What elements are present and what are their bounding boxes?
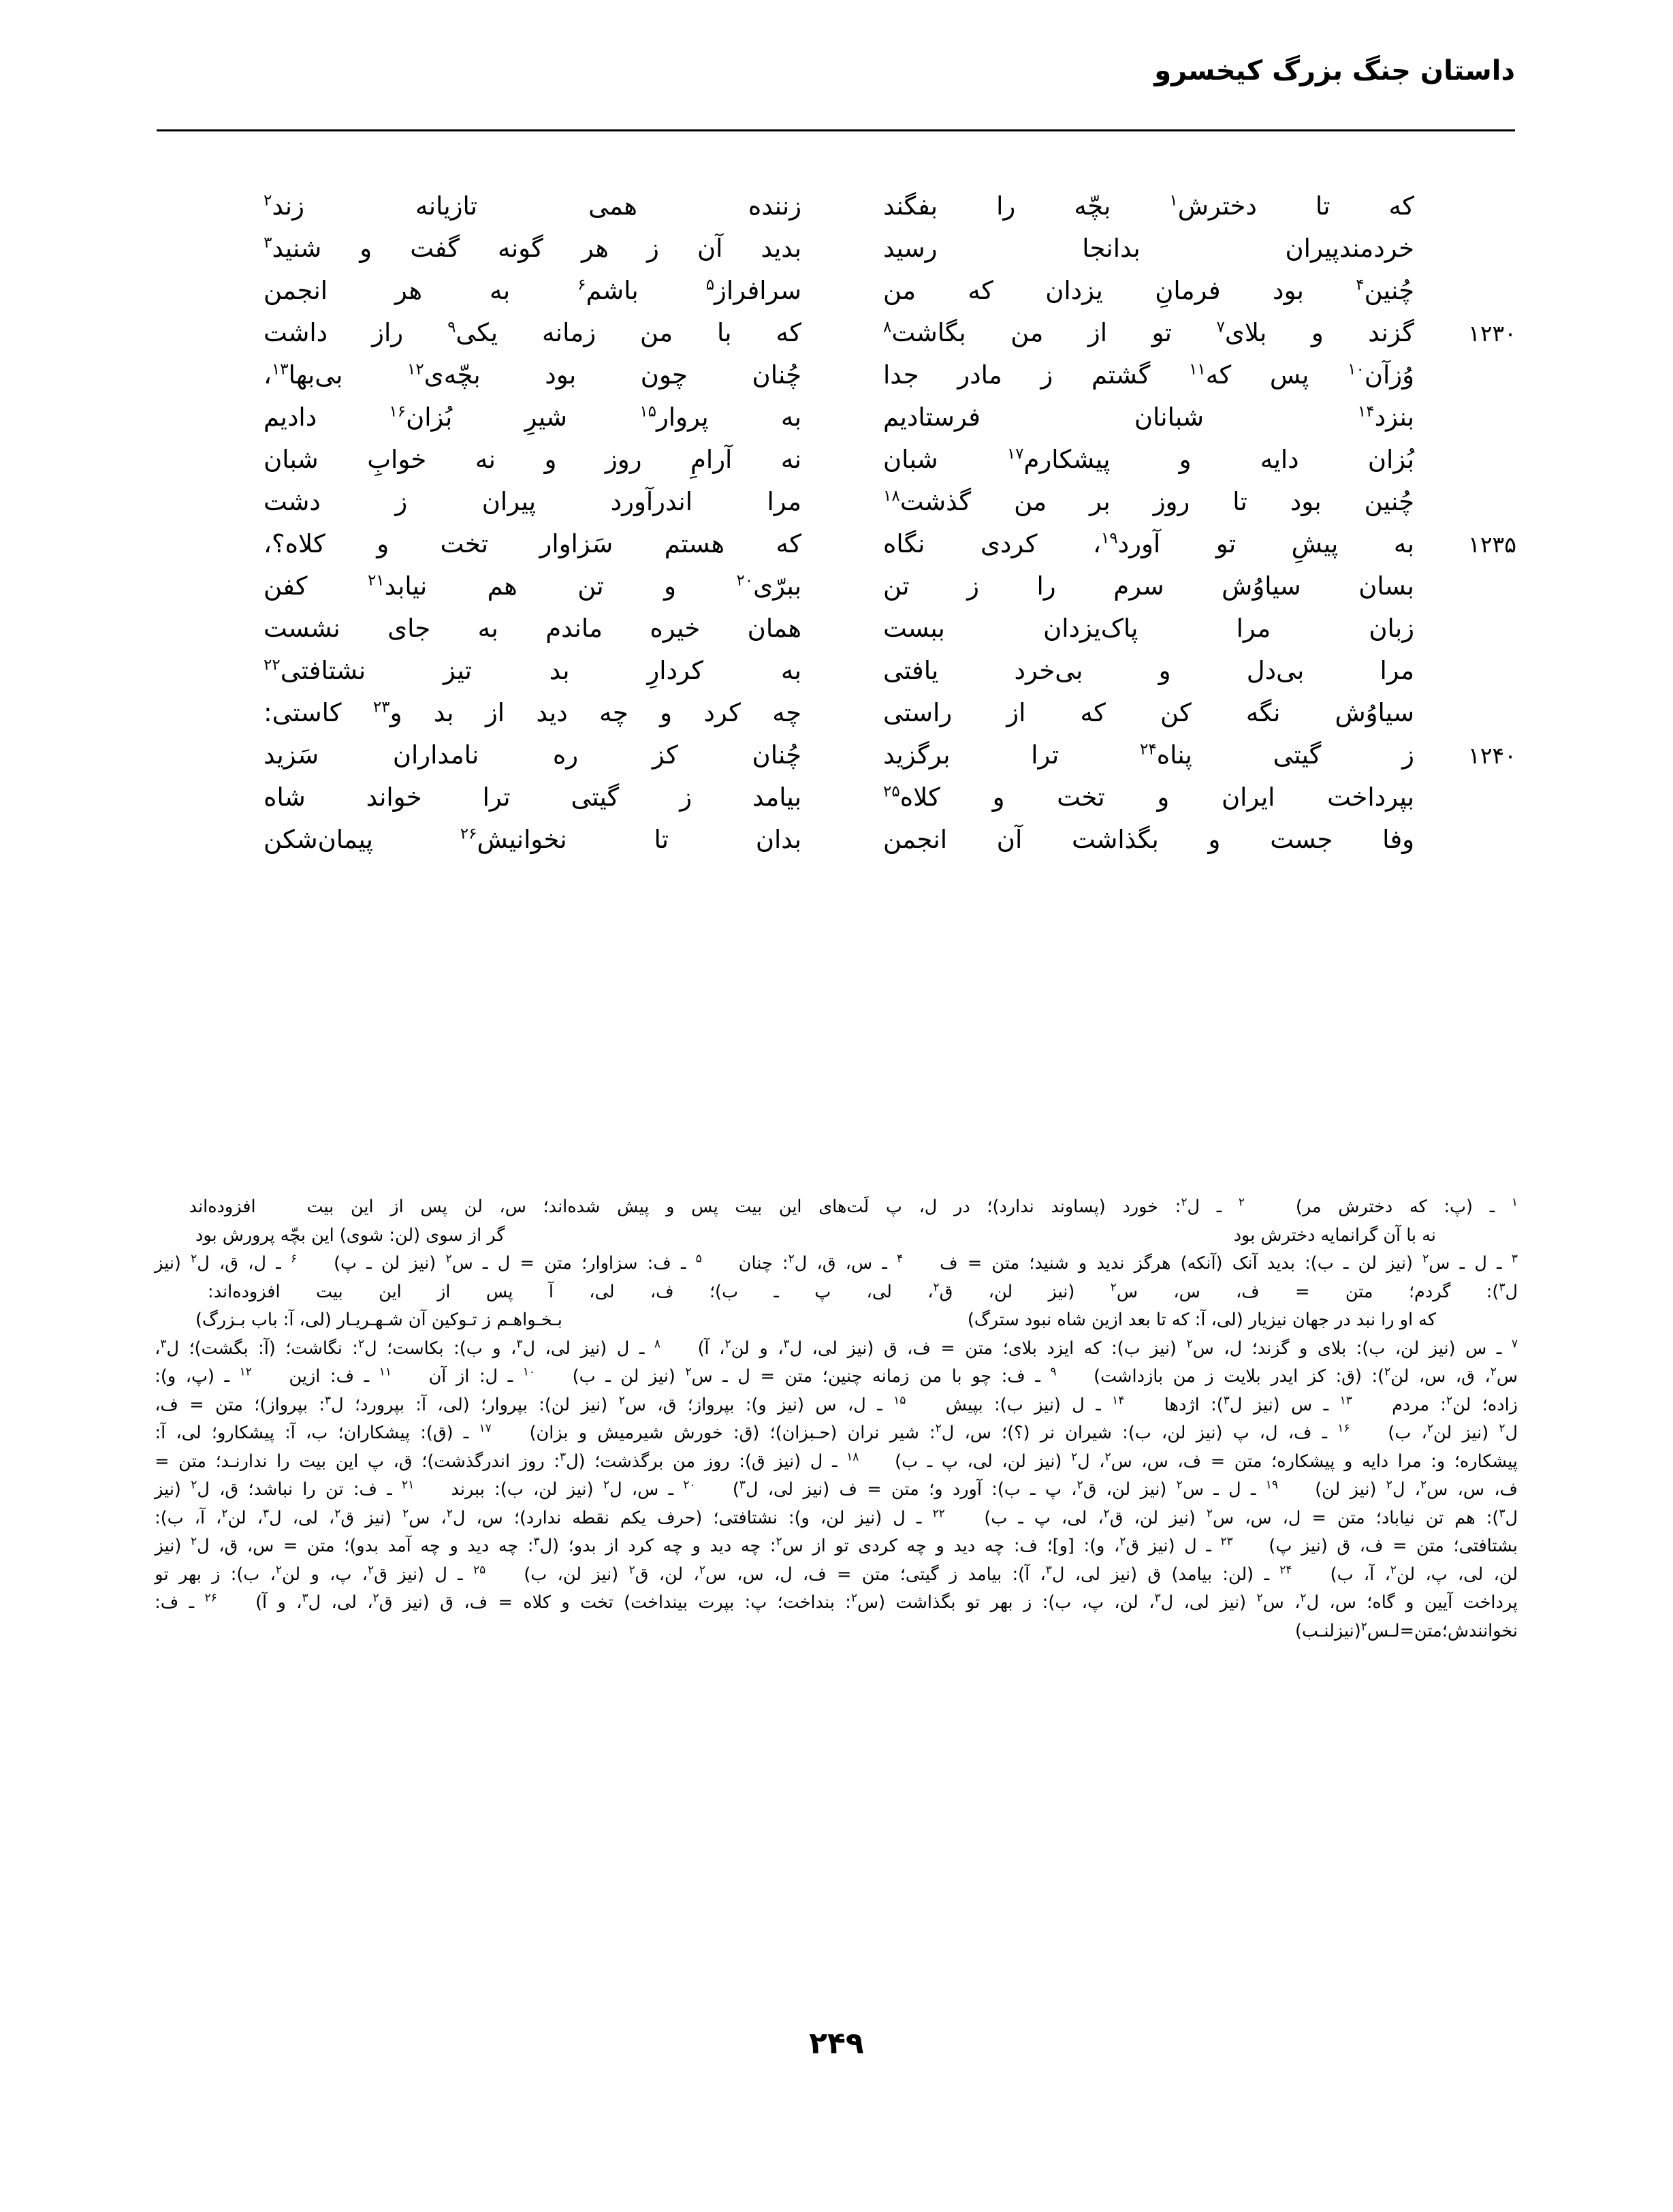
apparatus-line: ل$^۳$): هم تن نیاباد؛ متن = ل، س، س$^۲$ (نیز لن، ق$^۲$، لی، پ ـ ب) $^{۲۲}$ ـ ل (نیز لن، و): نشتافتی؛ (حرف یکم نقطه ندارد)؛ س، ل$^۲$، س$^۲$ (نیز ق$^۲$، لی، ل$^۳$، لن$^۲$، آ، ب): <box>155 1506 1518 1528</box>
couplet <box>157 565 1515 607</box>
hemistich-right: بنزد$^{۱۴}$ شبانان فرستادیم <box>883 402 1414 432</box>
apparatus-line: پرداخت آیین و گاه؛ س، ل$^۲$، س$^۲$ (نیز لی، ل$^۳$، لن، پ، ب): ز بهر تو بگذاشت (س$^۲$: بنداخت؛ پ: بپرت بینداخت) تخت و کلاه = ف، ق (نیز ق$^۲$، لی، ل$^۳$، و آ) $^{۲۶}$ ـ ف: <box>155 1591 1518 1613</box>
apparatus-line: پیشکاره؛ و: مرا دایه و پیشکاره؛ متن = ف، س، س$^۲$، ل$^۲$ (نیز لن، لی، پ ـ ب) $^{۱۸}$ ـ ل (نیز ق): روز من برگذشت؛ (ل$^۳$: روز اندرگذشت)؛ ق، پ این بیت را ندارنـد؛ متن = <box>155 1450 1518 1472</box>
hemistich-left: مرا اندرآورد پیران ز دشت <box>264 487 801 516</box>
hemistich-left: نه آرامِ روز و نه خوابِ شبان <box>264 445 801 474</box>
apparatus-line: ل$^۳$): گردم؛ متن = ف، س، س$^۲$ (نیز لن، ق$^۲$، لی، پ ـ ب)؛ ف، لی، آ پس از این بیت افزوده‌اند: <box>208 1280 1518 1302</box>
couplet <box>157 650 1515 692</box>
hemistich-right: به پیشِ تو آورد$^{۱۹}$، کردی نگاه <box>883 529 1414 558</box>
apparatus-line: $^۳$ ـ ل ـ س$^۲$ (نیز لن ـ ب): بدید آنک (آنکه) هرگز ندید و شنید؛ متن = ف $^۴$ ـ س، ق، ل$^۲$: چنان $^۵$ ـ ف: سزاوار؛ متن = ل ـ س$^۲$ (نیز لن ـ پ) $^۶$ ـ ل، ق، ل$^۲$ (نیز <box>155 1252 1518 1274</box>
hemistich-right: سیاوُش نگه کن که از راستی <box>883 698 1414 727</box>
hemistich-right: خردمندپیران بدانجا رسید <box>883 234 1414 263</box>
hemistich-right: ز گیتی پناه$^{۲۴}$ ترا برگزید <box>883 740 1414 770</box>
hemistich-left: بدید آن ز هر گونه گفت و شنید$^۳$ <box>264 234 801 263</box>
apparatus-line: $^۱$ ـ (پ: که دخترش مر) $^۲$ ـ ل$^۲$: خورد (پساوند ندارد)؛ در ل، پ لَت‌های این بیت پس و پیش شده‌اند؛ س، لن پس از این بیت افزوده‌اند <box>189 1195 1518 1217</box>
hemistich-right: چُنین بود تا روز بر من گذشت$^{۱۸}$ <box>883 487 1414 516</box>
bayt-number: ۱۲۳۵ <box>1468 531 1516 558</box>
apparatus-line: ف، س، س$^۲$، ل$^۲$ (نیز لن) $^{۱۹}$ ـ ل ـ س$^۲$ (نیز لن، ق$^۲$، پ ـ ب): آورد و؛ متن = ف (نیز لی، ل$^۳$) $^{۲۰}$ ـ س، ل$^۲$ (نیز لن، ب): ببرند $^{۲۱}$ ـ ف: تن را نباشد؛ ق، ل$^۲$ (نیز <box>155 1478 1518 1500</box>
couplet <box>157 481 1515 523</box>
couplet <box>157 819 1515 861</box>
hemistich-right: بسان سیاوُش سرم را ز تن <box>883 571 1414 601</box>
hemistich-right: که تا دخترش$^۱$ بچّه را بفگند <box>883 191 1414 221</box>
hemistich-right: وفا جست و بگذاشت آن انجمن <box>883 825 1414 854</box>
hemistich-right: بُزان دایه و پیشکارم$^{۱۷}$ شبان <box>883 445 1414 474</box>
apparatus-line: زاده؛ لن$^۲$: مردم $^{۱۳}$ ـ س (نیز ل$^۳$): اژدها $^{۱۴}$ ـ ل (نیز ب): بپیش $^{۱۵}$ ـ ل، س (نیز و): بپرواز؛ ق، س$^۲$ (نیز لن): بپروار؛ (لی، آ: بپرورد؛ ل$^۳$: بپرواز)؛ متن = ف، <box>155 1393 1518 1415</box>
apparatus-line: بشتافتی؛ متن = ف، ق (نیز پ) $^{۲۳}$ ـ ل (نیز ق$^۲$، و): [و]؛ ف: چه دید و چه کردی تو از س$^۲$: چه دید و چه کرد از بدو؛ (ل$^۳$: چه دید و چه آمد بدو)؛ متن = س، ق، ل$^۲$ (نیز <box>155 1534 1518 1556</box>
hemistich-left: ببرّی$^{۲۰}$ و تن هم نیابد$^{۲۱}$ کفن <box>264 571 801 601</box>
couplet <box>157 227 1515 270</box>
hemistich-right: وُزآن$^{۱۰}$ پس که$^{۱۱}$ گشتم ز مادر جدا <box>883 360 1414 390</box>
verse-block <box>157 185 1515 861</box>
hemistich-right: چُنین$^۴$ بود فرمانِ یزدان که من <box>883 276 1414 305</box>
hemistich-left: به پروار$^{۱۵}$ شیرِ بُزان$^{۱۶}$ دادیم <box>264 402 801 432</box>
hemistich-left: که با من زمانه یکی$^۹$ راز داشت <box>264 318 801 347</box>
apparatus-verse-quote: که او را نبد در جهان نیزیار (لی، آ: که تا بعد ازین شاه نبود سترگ) بـخـواهـم ز تـوکین آن شـهـریـار (لی، آ: باب بـزرگ) <box>195 1310 1436 1330</box>
hemistich-left: چُنان چون بود بچّه‌ی$^{۱۲}$ بی‌بها$^{۱۳}$، <box>264 360 801 390</box>
hemistich-right: مرا بی‌دل و بی‌خرد یافتی <box>883 656 1414 685</box>
couplet <box>157 523 1515 565</box>
header-rule <box>157 129 1515 131</box>
apparatus-line: ل$^۲$ (نیز لن$^۲$، ب) $^{۱۶}$ ـ ف، ل، پ (نیز لن، ب): شیران نر (؟)؛ س، ل$^۲$: شیر نران (حـبزان)؛ (ق: خورش شیرمیش و بزان) $^{۱۷}$ ـ (ق): پیشکاران؛ ب، آ: پیشکارو؛ لی، آ: <box>155 1421 1518 1443</box>
couplet <box>157 396 1515 439</box>
critical-apparatus <box>155 1193 1518 1645</box>
couplet <box>157 185 1515 227</box>
folio-number: ۲۴۹ <box>809 2026 864 2061</box>
hemistich-left: چُنان کز ره نامداران سَزید <box>264 740 801 770</box>
couplet <box>157 607 1515 650</box>
couplet <box>157 692 1515 734</box>
hemistich-left: بیامد ز گیتی ترا خواند شاه <box>264 783 801 812</box>
apparatus-line: لن، لی، پ، لن$^۲$، آ، ب) $^{۲۴}$ ـ (لن: بیامد) ق (نیز لی، ل$^۳$، آ): بیامد ز گیتی؛ متن = ف، ل، س، س$^۲$، لن، ق$^۲$ (نیز لن، ب) $^{۲۵}$ ـ ل (نیز ق$^۲$، پ، و لن$^۲$، ب): ز بهر تو <box>155 1563 1518 1585</box>
hemistich-left: زننده همی تازیانه زند$^۲$ <box>264 191 801 221</box>
couplet <box>157 776 1515 819</box>
hemistich-left: که هستم سَزاوار تخت و کلاه؟، <box>264 529 801 558</box>
couplet <box>157 439 1515 481</box>
couplet <box>157 734 1515 776</box>
hemistich-left: چه کرد و چه دید از بد و$^{۲۳}$ کاستی: <box>264 698 801 727</box>
hemistich-left: بدان تا نخوانیش$^{۲۶}$ پیمان‌شکن <box>264 825 801 854</box>
bayt-number: ۱۲۴۰ <box>1468 742 1516 769</box>
hemistich-left: به کردارِ بد تیز نشتافتی$^{۲۲}$ <box>264 656 801 685</box>
apparatus-line: نخوانندش؛متن=لـس$^۲$(نیزلنـب) <box>1294 1620 1518 1641</box>
bayt-number: ۱۲۳۰ <box>1468 320 1516 347</box>
couplet <box>157 312 1515 354</box>
hemistich-right: زبان مرا پاک‌یزدان ببست <box>883 614 1414 643</box>
hemistich-right: بپرداخت ایران و تخت و کلاه$^{۲۵}$ <box>883 783 1414 812</box>
couplet <box>157 354 1515 396</box>
apparatus-line: $^۷$ ـ س (نیز لن، ب): بلای و گزند؛ ل، س$^۲$ (نیز ب): که ایزد بلای؛ متن = ف، ق (نیز لی، ل$^۳$، و لن$^۲$، آ) $^۸$ ـ ل (نیز لی، ل$^۳$، و ب): بکاست؛ ل$^۲$: نگاشت؛ (آ: بگشت)؛ ل$^۳$، <box>155 1337 1518 1359</box>
hemistich-left: همان خیره ماندم به جای نشست <box>264 614 801 643</box>
running-header: داستان جنگ بزرگ کیخسرو <box>1154 55 1515 86</box>
hemistich-left: سرافراز$^۵$ باشم$^۶$ به هر انجمن <box>264 276 801 305</box>
hemistich-right: گزند و بلای$^۷$ تو از من بگاشت$^۸$ <box>883 318 1414 347</box>
apparatus-line: س$^۲$، ق، س، لن$^۲$): (ق: کز ایدر بلایت ز من بازداشت) $^۹$ ـ ف: چو با من زمانه چنین؛ متن = ل ـ س$^۲$ (نیز لن ـ ب) $^{۱۰}$ ـ ل: از آن $^{۱۱}$ ـ ف: ازین $^{۱۲}$ ـ (پ، و): <box>155 1365 1518 1387</box>
couplet <box>157 270 1515 312</box>
apparatus-verse-quote: نه با آن گرانمایه دخترش بود گر از سوی (لن: شوی) این بچّه پرورش بود <box>195 1224 1436 1246</box>
